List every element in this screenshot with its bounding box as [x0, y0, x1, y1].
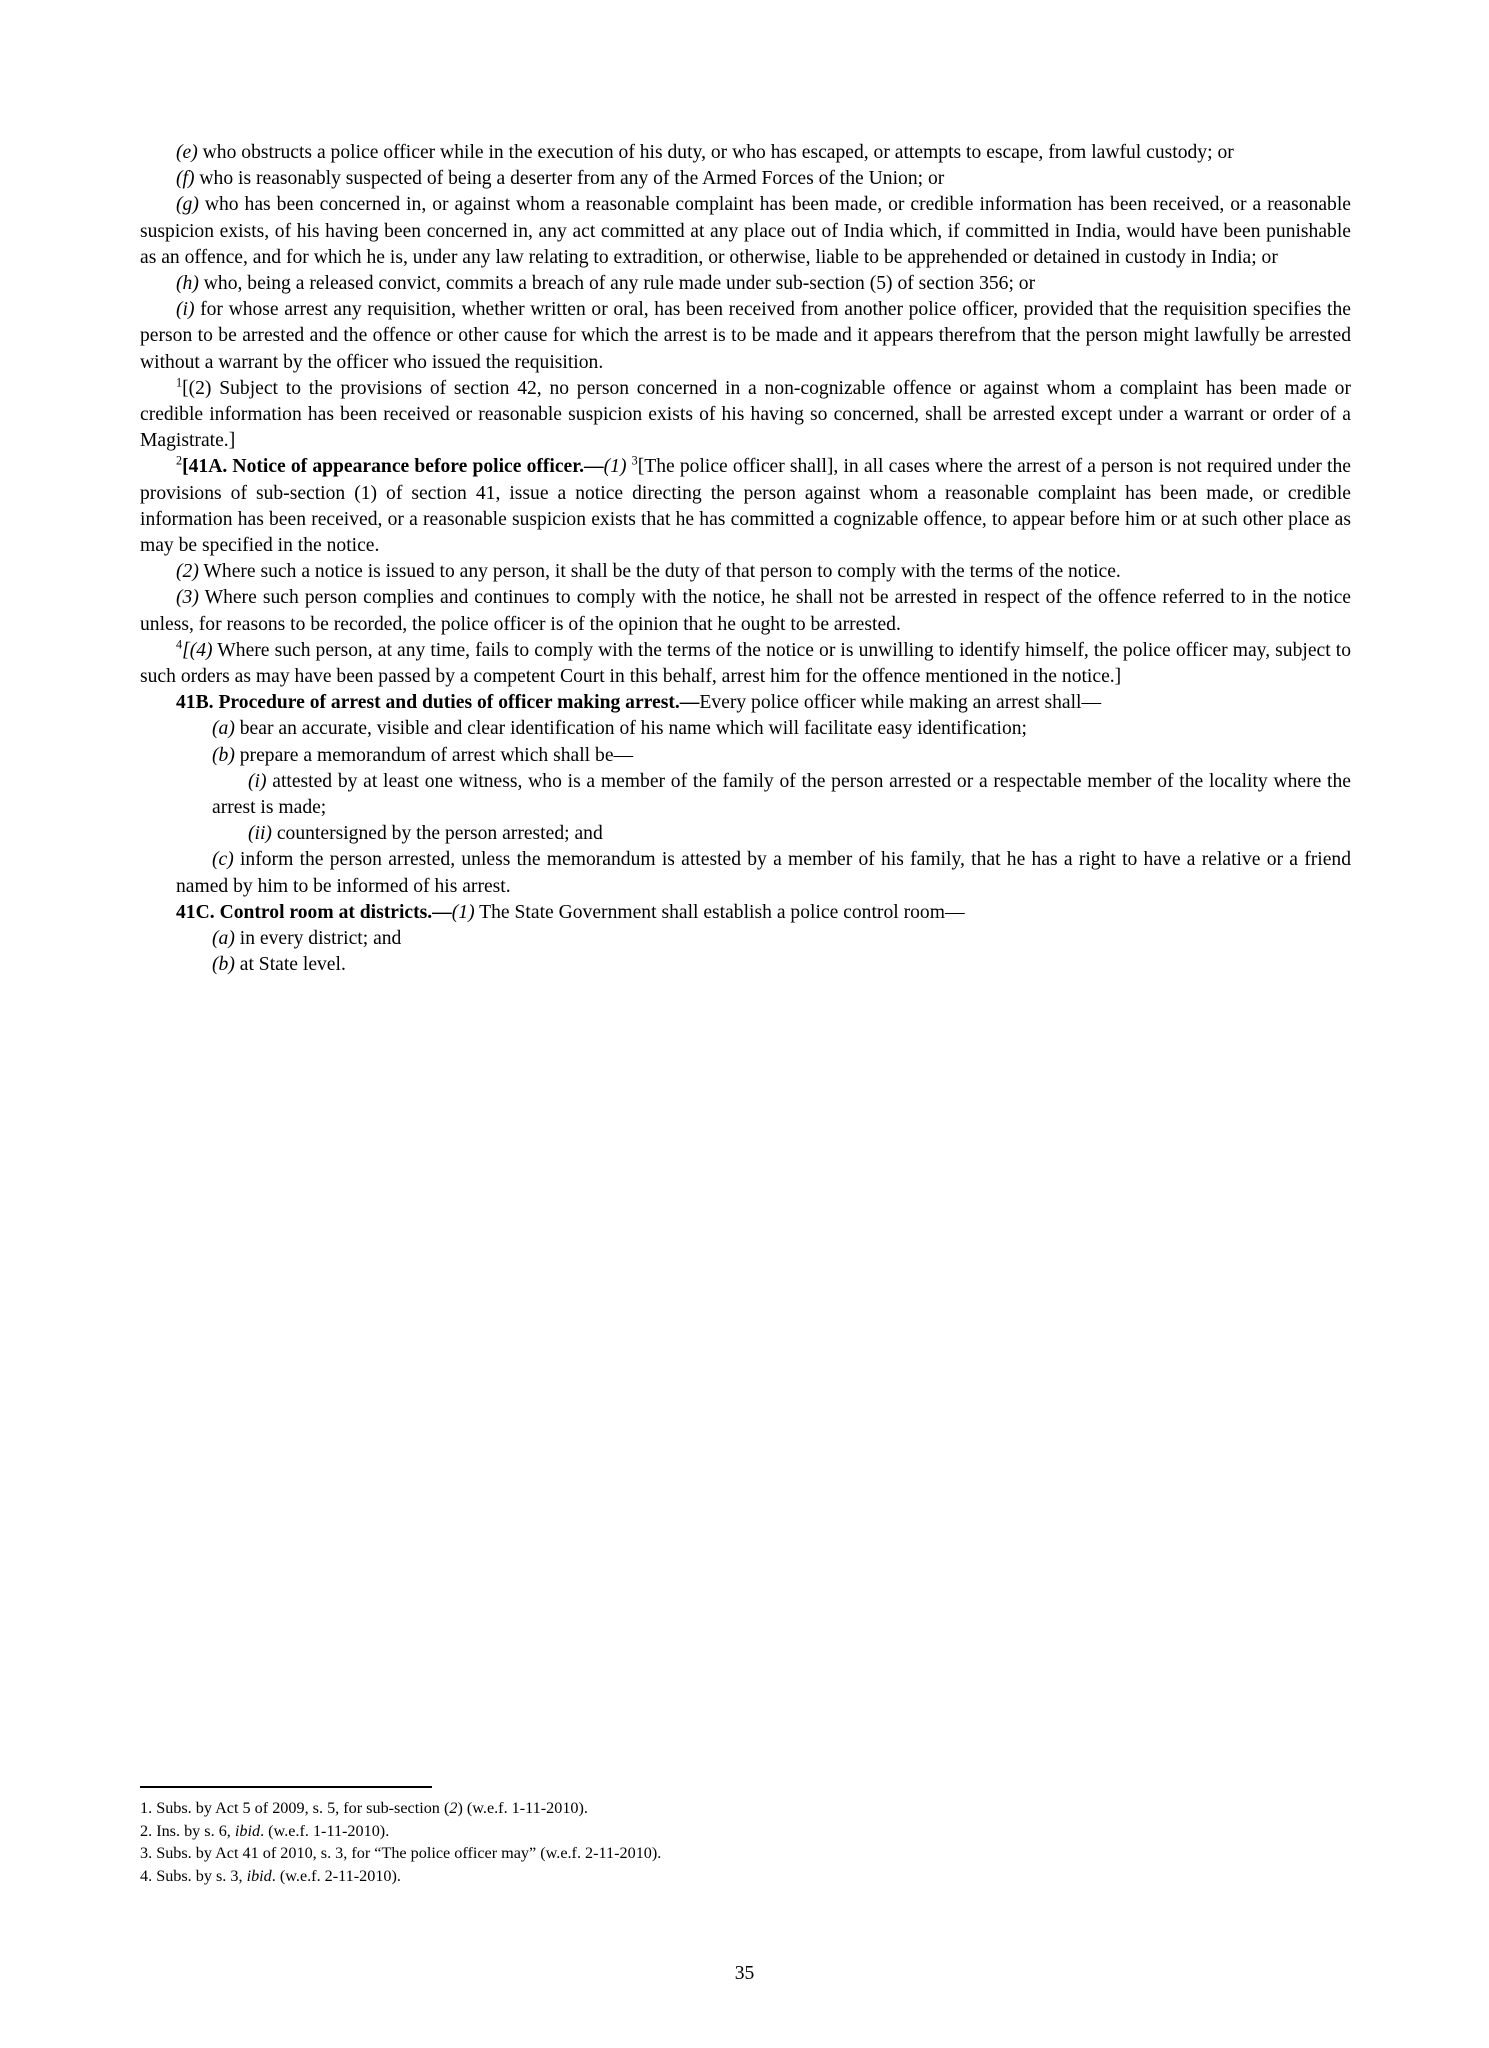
clause-e: [140, 140, 1351, 166]
footnote-4-post: . (w.e.f. 2-11-2010).: [271, 1866, 401, 1885]
section-41A-clause-2: [140, 559, 1351, 585]
section-41B-clause-b-ii-marker: (ii): [248, 823, 272, 845]
footnote-marker-3: 3: [631, 453, 638, 468]
footnote-marker-2: 2: [176, 453, 183, 468]
footnote-2-italic: ibid: [234, 1821, 261, 1840]
clause-h-text: who, being a released convict, commits a breach of any rule made under sub-section (5) of section 356; or: [198, 273, 1036, 295]
clause-h: [140, 271, 1351, 297]
section-41C-clause-b: [140, 952, 1351, 978]
section-41B-clause-a-text: bear an accurate, visible and clear identification of his name which will facilitate easy identification;: [234, 718, 1027, 740]
section-41B-lead-in: Every police officer while making an arrest shall—: [699, 692, 1102, 714]
section-41B-clause-b-ii-text: countersigned by the person arrested; and: [271, 823, 603, 845]
section-41A-clause-3-text: Where such person complies and continues to comply with the notice, he shall not be arrested in respect of the offence referred to in the notice unless, for reasons to be recorded, the police officer is of the opinion that he ought to be arrested.: [140, 587, 1351, 635]
clause-h-marker: (h): [176, 273, 199, 295]
section-41B-clause-a-marker: (a): [212, 718, 235, 740]
footnote-2: [140, 1820, 1351, 1843]
section-41B-clause-b-marker: (b): [212, 744, 235, 766]
section-41B-number: 41B.: [176, 692, 214, 714]
section-41A-open-bracket: [: [182, 456, 189, 478]
section-41B-heading: Procedure of arrest and duties of officer making arrest.: [218, 692, 680, 714]
section-41A-clause-3-marker: (3): [176, 587, 199, 609]
section-41C-clause-a-text: in every district; and: [234, 928, 402, 950]
section-41B-clause-b-i-text: attested by at least one witness, who is a member of the family of the person arrested or a respectable member of the locality where the arrest is made;: [212, 770, 1351, 819]
section-41A-amended-text: [The police officer shall]: [637, 456, 834, 478]
footnote-separator-rule: [140, 1786, 432, 1788]
section-41C-rest: The State Government shall establish a police control room—: [474, 901, 965, 923]
clause-e-marker: (e): [176, 142, 198, 163]
section-41B-clause-b-ii: [140, 821, 1351, 847]
section-41A-clause-4: [140, 638, 1351, 690]
section-41A-heading: Notice of appearance before police officer.: [232, 456, 585, 478]
footnote-1-post: ) (w.e.f. 1-11-2010).: [457, 1799, 588, 1817]
clause-e-text: who obstructs a police officer while in the execution of his duty, or who has escaped, or attempts to escape, from lawful custody; or: [197, 142, 1234, 163]
document-page: [140, 140, 1351, 979]
section-41B-heading-paragraph: [140, 690, 1351, 716]
section-41C-heading: Control room at districts.: [219, 901, 433, 923]
section-41A-clause-4-prefix: [(4): [182, 639, 213, 661]
footnote-2-post: . (w.e.f. 1-11-2010).: [260, 1821, 390, 1840]
section-41A-clause-4-text: Where such person, at any time, fails to comply with the terms of the notice or is unwilling to identify himself, the police officer may, subject to such orders as may have been passed by a competent Court in this behalf, arrest him for the offence mentioned in the notice.]: [140, 639, 1351, 688]
section-41A-heading-paragraph: [140, 454, 1351, 559]
footnote-3-number: 3.: [140, 1844, 153, 1862]
clause-g: [140, 192, 1351, 271]
footnote-3: [140, 1842, 1351, 1865]
clause-f-marker: (f): [176, 168, 195, 190]
footnote-section: [140, 1786, 1351, 1887]
section-41B-dash: —: [679, 692, 700, 714]
section-41B-clause-b-i-marker: (i): [248, 770, 267, 792]
clause-i-text: for whose arrest any requisition, whether written or oral, has been received from another police officer, provided that the requisition specifies the person to be arrested and the offence or other cause for which the arrest is to be made and it appears therefrom that the person might lawfully be arrested without a warrant by the officer who issued the requisition.: [140, 299, 1351, 373]
clause-i: [140, 297, 1351, 376]
footnote-4-pre: Subs. by s. 3,: [152, 1866, 247, 1885]
section-41C-heading-paragraph: [140, 900, 1351, 926]
clause-g-text: who has been concerned in, or against whom a reasonable complaint has been made, or credible information has been received, or a reasonable suspicion exists, of his having been concerned in, any act committed at any place out of India which, if committed in India, would have been punishable as an offence, and for which he is, under any law relating to extradition, or otherwise, liable to be apprehended or detained in custody in India; or: [140, 194, 1351, 268]
footnote-1-number: 1.: [140, 1799, 153, 1817]
section-41C-dash: —: [432, 901, 452, 923]
section-41B-clause-c-marker: (c): [212, 849, 234, 871]
footnote-4-italic: ibid: [246, 1866, 272, 1885]
section-41C-number: 41C.: [176, 901, 215, 923]
section-41A-clause-2-marker: (2): [176, 561, 199, 583]
section-41B-clause-c: [140, 847, 1351, 899]
footnote-1-pre: Subs. by Act 5 of 2009, s. 5, for sub-section (: [152, 1799, 450, 1817]
section-41C-subsection-number: (1): [451, 901, 475, 923]
footnote-4-number: 4.: [140, 1866, 153, 1885]
clause-f-text: who is reasonably suspected of being a deserter from any of the Armed Forces of the Union; or: [194, 168, 945, 190]
section-41A-dash: —: [584, 456, 604, 478]
section-41A-number: 41A.: [188, 456, 228, 478]
section-41B-clause-b: [140, 743, 1351, 769]
clause-f: [140, 166, 1351, 192]
section-41A-clause-3: [140, 585, 1351, 637]
section-41C-clause-b-marker: (b): [212, 954, 235, 976]
footnote-2-pre: Ins. by s. 6,: [152, 1821, 235, 1840]
clause-g-marker: (g): [176, 194, 199, 216]
footnote-1: [140, 1797, 1351, 1820]
footnote-1-italic: 2: [449, 1799, 458, 1817]
footnote-2-number: 2.: [140, 1821, 153, 1840]
footnote-marker-1: 1: [176, 375, 183, 390]
footnote-4: [140, 1865, 1351, 1888]
section-41A-subsection-number: (1): [603, 456, 627, 478]
clause-i-marker: (i): [176, 299, 195, 321]
footnote-3-pre: Subs. by Act 41 of 2010, s. 3, for “The police officer may” (w.e.f. 2-11-2010).: [152, 1844, 662, 1862]
section-41B-clause-b-i: [140, 769, 1351, 821]
subsection-2: [140, 376, 1351, 455]
subsection-2-prefix: [(2): [182, 377, 212, 399]
section-41C-clause-b-text: at State level.: [234, 954, 346, 976]
footnote-marker-4: 4: [176, 637, 183, 652]
section-41A-clause-2-text: Where such a notice is issued to any person, it shall be the duty of that person to comply with the terms of the notice.: [198, 561, 1121, 583]
section-41A-rest: , in all cases where the arrest of a person is not required under the provisions of sub-section (1) of section 41, issue a notice directing the person against whom a reasonable complaint has been made, or credible information has been received, or a reasonable suspicion exists that he has committed a cognizable offence, to appear before him or at such other place as may be specified in the notice.: [140, 456, 1351, 557]
section-41C-clause-a-marker: (a): [212, 928, 235, 950]
section-41C-clause-a: [140, 926, 1351, 952]
section-41B-clause-b-text: prepare a memorandum of arrest which shall be—: [234, 744, 634, 766]
subsection-2-text: Subject to the provisions of section 42, no person concerned in a non-cognizable offence or against whom a complaint has been made or credible information has been received or reasonable suspicion exists of his having so concerned, shall be arrested except under a warrant or order of a Magistrate.]: [140, 377, 1351, 452]
section-41B-clause-c-text: inform the person arrested, unless the memorandum is attested by a member of his family, that he has a right to have a relative or a friend named by him to be informed of his arrest.: [176, 849, 1351, 897]
section-41B-clause-a: [140, 716, 1351, 742]
page-number: 35: [734, 1963, 755, 1984]
